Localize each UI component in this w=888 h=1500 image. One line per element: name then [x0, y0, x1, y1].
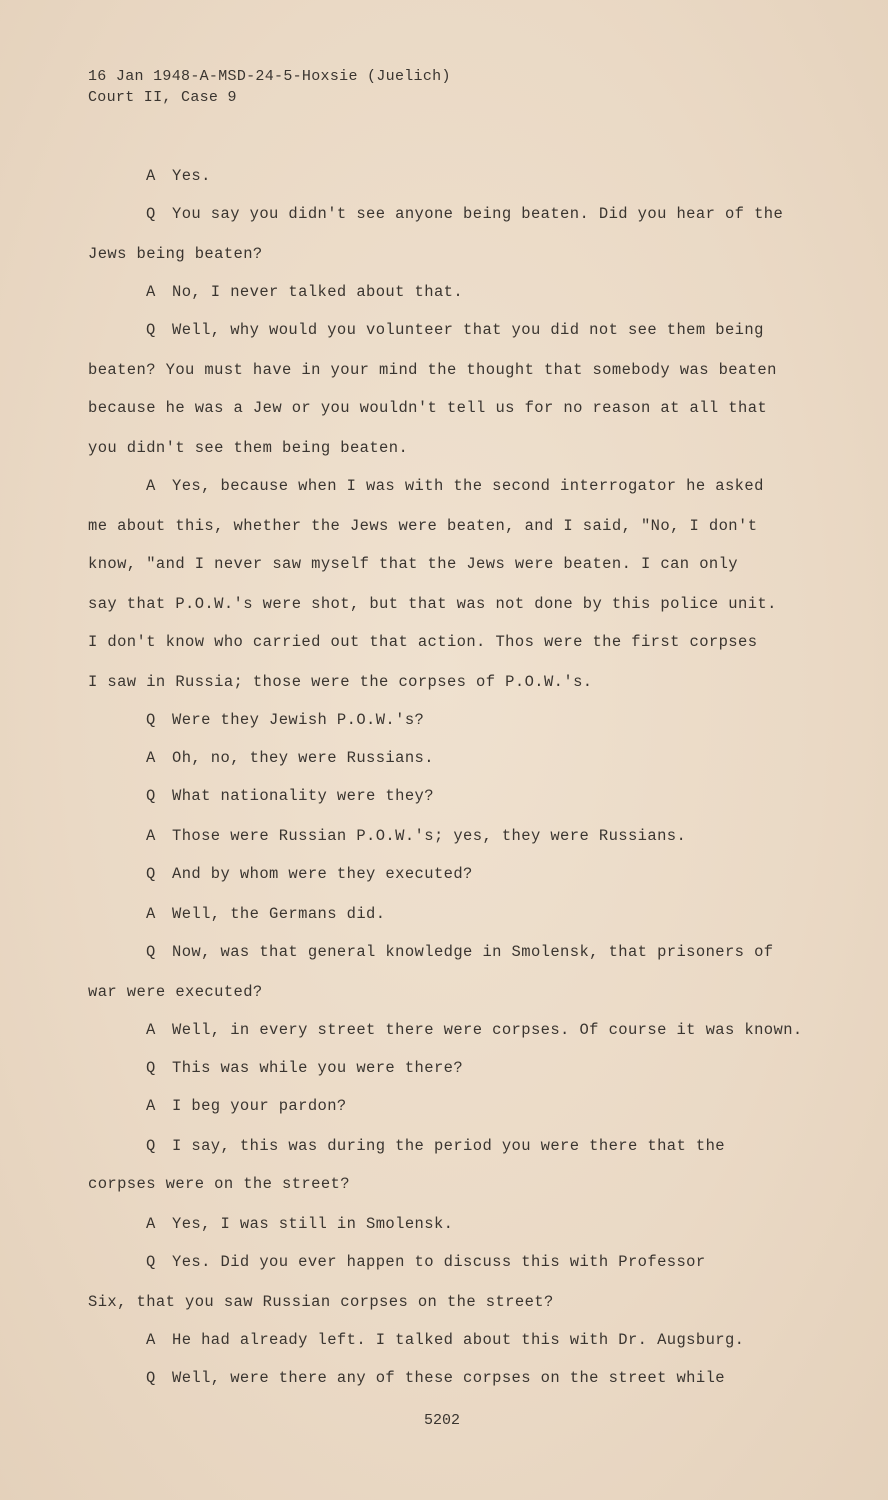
line-text: I say, this was during the period you were there that the — [172, 1137, 725, 1155]
transcript-line — [146, 282, 463, 302]
speaker-label: Q — [146, 1369, 156, 1387]
transcript-line — [146, 320, 764, 340]
transcript-line — [146, 476, 764, 496]
speaker-label: Q — [146, 1253, 156, 1271]
line-text: Well, why would you volunteer that you did not see them being — [172, 321, 764, 339]
speaker-label: A — [146, 905, 156, 923]
line-text: Yes. — [172, 167, 211, 185]
line-text: Six, that you saw Russian corpses on the street? — [88, 1293, 554, 1311]
transcript-continuation-line — [88, 360, 777, 380]
line-text: Well, the Germans did. — [172, 905, 386, 923]
transcript-continuation-line — [88, 244, 263, 264]
transcript-line — [146, 710, 424, 730]
header-date-line: 16 Jan 1948-A-MSD-24-5-Hoxsie (Juelich) — [88, 68, 451, 85]
transcript-line — [146, 1058, 463, 1078]
transcript-line — [146, 904, 385, 924]
line-text: He had already left. I talked about this with Dr. Augsburg. — [172, 1331, 745, 1349]
line-text: Yes, because when I was with the second interrogator he asked — [172, 477, 764, 495]
transcript-line — [146, 1368, 725, 1388]
transcript-line — [146, 1020, 803, 1040]
line-text: Jews being beaten? — [88, 245, 263, 263]
transcript-continuation-line — [88, 398, 767, 418]
line-text: You say you didn't see anyone being beaten. Did you hear of the — [172, 205, 784, 223]
line-text: corpses were on the street? — [88, 1175, 350, 1193]
transcript-line — [146, 166, 211, 186]
transcript-line — [146, 204, 783, 224]
line-text: Oh, no, they were Russians. — [172, 749, 434, 767]
transcript-line — [146, 942, 774, 962]
transcript-continuation-line — [88, 982, 263, 1002]
transcript-line — [146, 1096, 347, 1116]
speaker-label: A — [146, 477, 156, 495]
line-text: What nationality were they? — [172, 787, 434, 805]
transcript-continuation-line — [88, 594, 777, 614]
speaker-label: A — [146, 749, 156, 767]
transcript-continuation-line — [88, 1292, 554, 1312]
document-header — [88, 66, 451, 108]
speaker-label: A — [146, 1021, 156, 1039]
speaker-label: A — [146, 1215, 156, 1233]
transcript-line — [146, 786, 434, 806]
transcript-line — [146, 826, 686, 846]
line-text: Now, was that general knowledge in Smolensk, that prisoners of — [172, 943, 774, 961]
line-text: And by whom were they executed? — [172, 865, 473, 883]
speaker-label: Q — [146, 787, 156, 805]
line-text: you didn't see them being beaten. — [88, 439, 409, 457]
transcript-continuation-line — [88, 438, 408, 458]
line-text: say that P.O.W.'s were shot, but that was not done by this police unit. — [88, 595, 777, 613]
line-text: This was while you were there? — [172, 1059, 464, 1077]
line-text: because he was a Jew or you wouldn't tell us for no reason at all that — [88, 399, 768, 417]
speaker-label: Q — [146, 943, 156, 961]
page-number: 5202 — [424, 1412, 461, 1429]
speaker-label: Q — [146, 1137, 156, 1155]
transcript-continuation-line — [88, 672, 592, 692]
speaker-label: Q — [146, 865, 156, 883]
speaker-label: Q — [146, 321, 156, 339]
line-text: Well, were there any of these corpses on the street while — [172, 1369, 725, 1387]
line-text: Yes, I was still in Smolensk. — [172, 1215, 454, 1233]
transcript-line — [146, 1136, 725, 1156]
line-text: Were they Jewish P.O.W.'s? — [172, 711, 425, 729]
transcript-line — [146, 864, 473, 884]
line-text: Yes. Did you ever happen to discuss this with Professor — [172, 1253, 706, 1271]
line-text: war were executed? — [88, 983, 263, 1001]
header-court-line: Court II, Case 9 — [88, 89, 237, 106]
transcript-line — [146, 748, 434, 768]
line-text: I don't know who carried out that action. Thos were the first corpses — [88, 633, 758, 651]
line-text: I beg your pardon? — [172, 1097, 347, 1115]
line-text: know, "and I never saw myself that the Jews were beaten. I can only — [88, 555, 739, 573]
transcript-continuation-line — [88, 516, 757, 536]
speaker-label: Q — [146, 1059, 156, 1077]
transcript-line — [146, 1214, 453, 1234]
speaker-label: A — [146, 1097, 156, 1115]
line-text: me about this, whether the Jews were beaten, and I said, "No, I don't — [88, 517, 758, 535]
transcript-continuation-line — [88, 632, 757, 652]
transcript-continuation-line — [88, 1174, 350, 1194]
line-text: Well, in every street there were corpses. Of course it was known. — [172, 1021, 803, 1039]
transcript-line — [146, 1252, 706, 1272]
speaker-label: A — [146, 827, 156, 845]
line-text: beaten? You must have in your mind the thought that somebody was beaten — [88, 361, 777, 379]
speaker-label: Q — [146, 711, 156, 729]
line-text: No, I never talked about that. — [172, 283, 464, 301]
line-text: Those were Russian P.O.W.'s; yes, they were Russians. — [172, 827, 687, 845]
transcript-line — [146, 1330, 744, 1350]
speaker-label: A — [146, 167, 156, 185]
speaker-label: A — [146, 283, 156, 301]
transcript-continuation-line — [88, 554, 738, 574]
speaker-label: Q — [146, 205, 156, 223]
line-text: I saw in Russia; those were the corpses of P.O.W.'s. — [88, 673, 593, 691]
speaker-label: A — [146, 1331, 156, 1349]
